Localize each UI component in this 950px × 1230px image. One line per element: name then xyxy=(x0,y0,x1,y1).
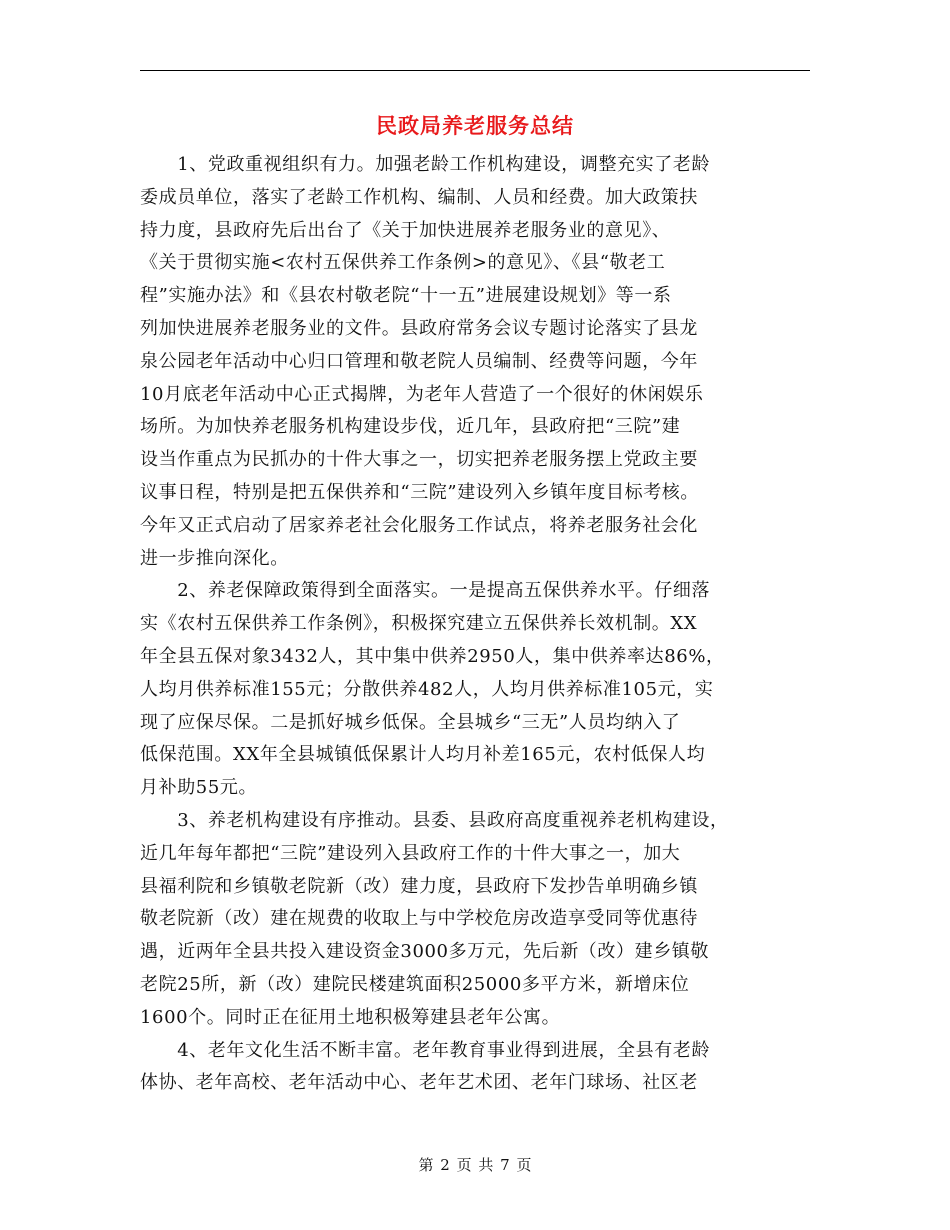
document-title: 民政局养老服务总结 xyxy=(376,113,574,138)
paragraph-4: 4、老年文化生活不断丰富。老年教育事业得到进展，全县有老龄 体协、老年高校、老年活动中心、老年艺术团、老年门球场、社区老 xyxy=(140,1039,711,1094)
page-number-footer: 第 2 页 共 7 页 xyxy=(418,1156,532,1174)
header-rule xyxy=(140,70,810,71)
paragraph-3: 3、养老机构建设有序推动。县委、县政府高度重视养老机构建设， 近几年每年都把“三院”建设列入县政府工作的十件大事之一，加大 县福利院和乡镇敬老院新（改）建力度，县政府下发抄告单明确乡镇 敬老院新（改）建在规费的收取上与中学校危房改造享受同等优惠待 遇，近两年全县共投入建设资金3000多万元，先后新（改）建乡镇敬 老院25所，新（改）建院民楼建筑面积25000多平方米，新增床位 1600个。同时正在征用土地积极筹建县老年公寓。 xyxy=(140,809,729,1028)
document-body xyxy=(140,149,816,1100)
paragraph-1: 1、党政重视组织有力。加强老龄工作机构建设，调整充实了老龄 委成员单位，落实了老龄工作机构、编制、人员和经费。加大政策扶 持力度，县政府先后出台了《关于加快进展养老服务业的意见》、 《关于贯彻实施<农村五保供养工作条例>的意见》、《县“敬老工 程”实施办法》和《县农村敬老院“十一五”进展建设规划》等一系 列加快进展养老服务业的文件。县政府常务会议专题讨论落实了县龙 泉公园老年活动中心归口管理和敬老院人员编制、经费等问题，今年 10月底老年活动中心正式揭牌，为老年人营造了一个很好的休闲娱乐 场所。为加快养老服务机构建设步伐，近几年，县政府把“三院”建 设当作重点为民抓办的十件大事之一，切实把养老服务摆上党政主要 议事日程，特别是把五保供养和“三院”建设列入乡镇年度目标考核。 今年又正式启动了居家养老社会化服务工作试点，将养老服务社会化 进一步推向深化。 xyxy=(140,154,711,569)
paragraph-2: 2、养老保障政策得到全面落实。一是提高五保供养水平。仔细落 实《农村五保供养工作条例》，积极探究建立五保供养长效机制。XX 年全县五保对象3432人，其中集中供养2950人，集中供养率达86%， 人均月供养标准155元；分散供养482人，人均月供养标准105元，实 现了应保尽保。二是抓好城乡低保。全县城乡“三无”人员均纳入了 低保范围。XX年全县城镇低保累计人均月补差165元，农村低保人均 月补助55元。 xyxy=(140,580,725,799)
